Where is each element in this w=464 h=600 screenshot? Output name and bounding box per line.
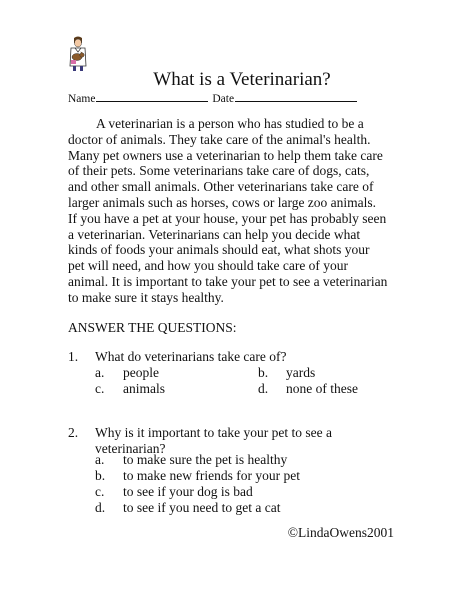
name-date-line xyxy=(68,91,358,106)
option-letter: a. xyxy=(95,365,105,380)
option-letter: a. xyxy=(95,452,105,467)
option-text: to see if you need to get a cat xyxy=(123,500,281,515)
name-blank-field[interactable] xyxy=(96,91,208,102)
name-label: Name xyxy=(68,93,96,105)
question-1-option-b[interactable] xyxy=(258,365,315,381)
option-text: animals xyxy=(123,381,165,396)
question-1-option-a[interactable] xyxy=(95,365,159,381)
option-text: yards xyxy=(286,365,316,380)
question-2-option-d[interactable] xyxy=(95,500,280,516)
question-text: Why is it important to take your pet to see a veterinarian? xyxy=(95,425,332,456)
date-blank-field[interactable] xyxy=(235,91,357,102)
question-1-option-c[interactable] xyxy=(95,381,165,397)
option-letter: b. xyxy=(95,468,106,483)
veterinarian-with-pet-icon xyxy=(68,36,88,72)
question-number: 2. xyxy=(68,425,79,440)
question-1-option-d[interactable] xyxy=(258,381,358,397)
option-letter: d. xyxy=(95,500,106,515)
question-text: What do veterinarians take care of? xyxy=(95,349,287,364)
worksheet-title: What is a Veterinarian? xyxy=(153,69,331,90)
option-text: none of these xyxy=(286,381,358,396)
question-2-option-c[interactable] xyxy=(95,484,253,500)
option-letter: d. xyxy=(258,381,269,396)
question-2-option-b[interactable] xyxy=(95,468,300,484)
date-label: Date xyxy=(212,93,235,105)
option-text: to see if your dog is bad xyxy=(123,484,253,499)
questions-heading: ANSWER THE QUESTIONS: xyxy=(68,320,237,335)
option-text: to make new friends for your pet xyxy=(123,468,300,483)
reading-passage: A veterinarian is a person who has studied to be a doctor of animals. They take care of the animal's health. Many pet owners use a veterinarian to help them take care of their pets. Some veterinarians take care of dogs, cats, and other small animals. Other veterinarians take care of larger animals such as horses, cows or large zoo animals. If you have a pet at your house, your pet has probably seen a veterinarian. Veterinarians can help you decide what kinds of foods your animals should eat, what shots your pet will need, and how you should take care of your animal. It is important to take your pet to see a veterinarian to make sure it stays healthy. xyxy=(68,116,388,305)
copyright-notice: ©LindaOwens2001 xyxy=(287,525,394,540)
option-letter: b. xyxy=(258,365,269,380)
option-text: to make sure the pet is healthy xyxy=(123,452,288,467)
question-2-option-a[interactable] xyxy=(95,452,287,468)
option-text: people xyxy=(123,365,159,380)
option-letter: c. xyxy=(95,381,105,396)
question-number: 1. xyxy=(68,349,79,364)
option-letter: c. xyxy=(95,484,105,499)
